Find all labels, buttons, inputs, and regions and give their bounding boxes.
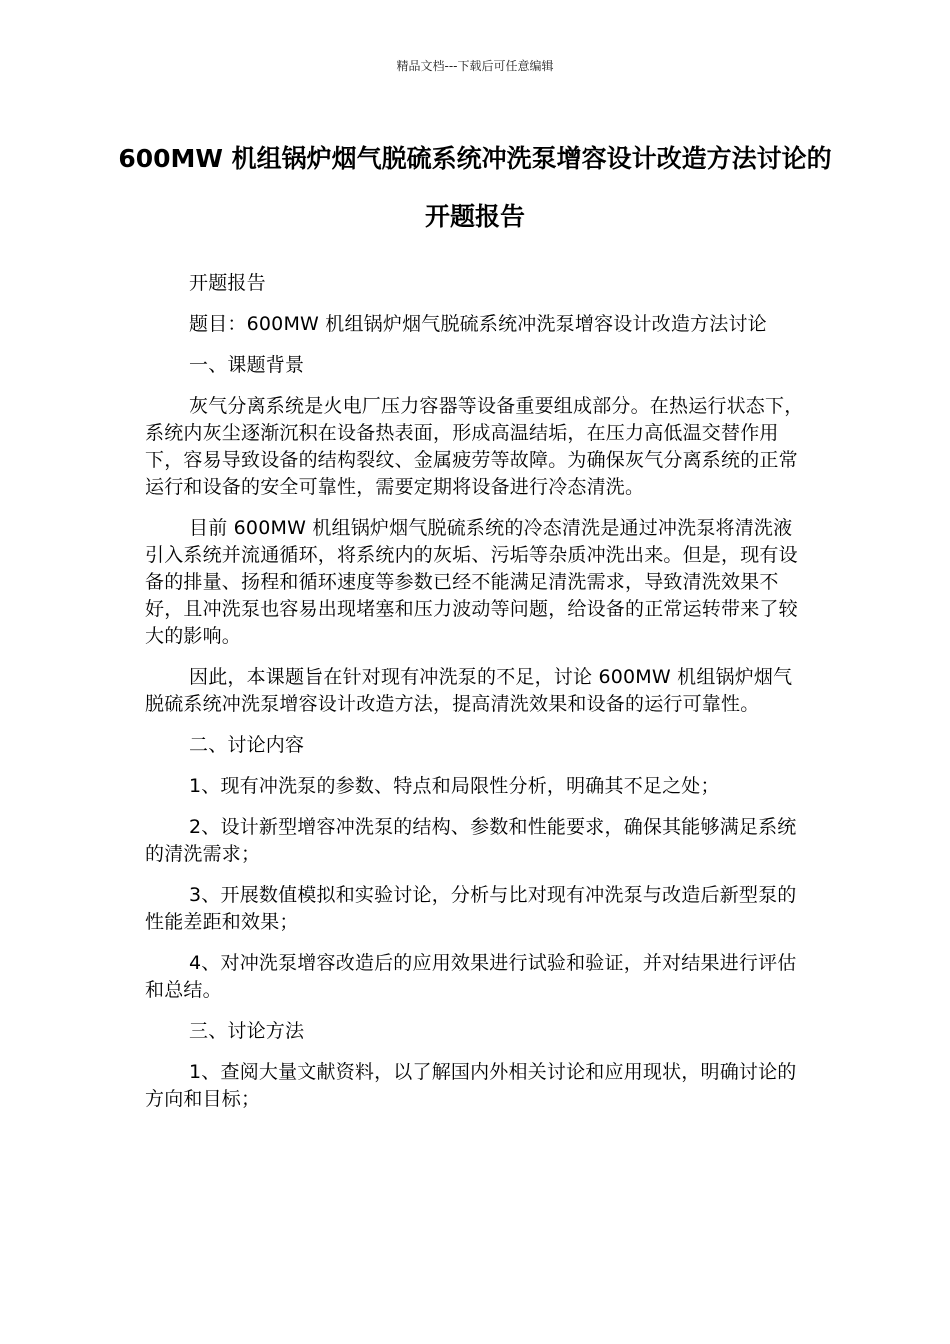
content-item-4: 4、对冲洗泵增容改造后的应用效果进行试验和验证，并对结果进行评估和总结。 — [145, 952, 797, 1001]
document-title: 600MW 机组锅炉烟气脱硫系统冲洗泵增容设计改造方法讨论的开题报告 — [118, 144, 832, 231]
page-header-note: 精品文档---下载后可任意编辑 — [396, 59, 554, 73]
paragraph-background-3: 因此，本课题旨在针对现有冲洗泵的不足，讨论 600MW 机组锅炉烟气脱硫系统冲洗泵增容设计改造方法，提高清洗效果和设备的运行可靠性。 — [145, 666, 793, 715]
method-item-1: 1、查阅大量文献资料，以了解国内外相关讨论和应用现状，明确讨论的方向和目标； — [145, 1061, 797, 1110]
document-body — [145, 270, 805, 1127]
content-item-3: 3、开展数值模拟和实验讨论，分析与比对现有冲洗泵与改造后新型泵的性能差距和效果； — [145, 884, 797, 933]
content-item-2: 2、设计新型增容冲洗泵的结构、参数和性能要求，确保其能够满足系统的清洗需求； — [145, 816, 797, 865]
paragraph-background-1: 灰气分离系统是火电厂压力容器等设备重要组成部分。在热运行状态下，系统内灰尘逐渐沉积在设备热表面，形成高温结垢，在压力高低温交替作用下，容易导致设备的结构裂纹、金属疲劳等故障。为确保灰气分离系统的正常运行和设备的安全可靠性，需要定期将设备进行冷态清洗。 — [145, 395, 804, 498]
content-item-1: 1、现有冲洗泵的参数、特点和局限性分析，明确其不足之处； — [189, 775, 720, 797]
report-heading: 开题报告 — [189, 272, 266, 294]
section-heading-method: 三、讨论方法 — [189, 1020, 305, 1042]
section-heading-background: 一、课题背景 — [189, 354, 305, 376]
section-heading-content: 二、讨论内容 — [189, 734, 305, 756]
paragraph-background-2: 目前 600MW 机组锅炉烟气脱硫系统的冷态清洗是通过冲洗泵将清洗液引入系统并流通循环，将系统内的灰垢、污垢等杂质冲洗出来。但是，现有设备的排量、扬程和循环速度等参数已经不能满足清洗需求，导致清洗效果不好，且冲洗泵也容易出现堵塞和压力波动等问题，给设备的正常运转带来了较大的影响。 — [145, 517, 798, 647]
topic-line: 题目：600MW 机组锅炉烟气脱硫系统冲洗泵增容设计改造方法讨论 — [189, 313, 767, 335]
